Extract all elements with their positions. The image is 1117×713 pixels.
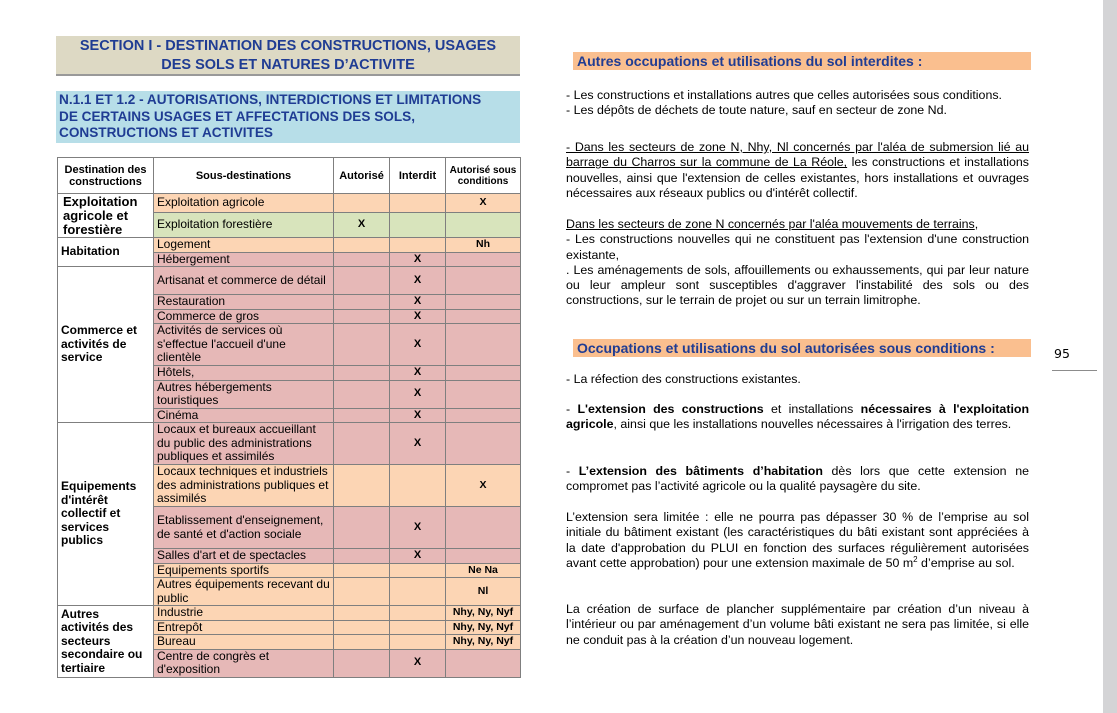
autorise-cell <box>334 507 390 549</box>
destination-cell: Habitation <box>58 238 154 267</box>
sous-destination-cell: Locaux techniques et industriels des administrations publiques et assimilés <box>154 465 334 507</box>
text-span: - <box>566 402 578 416</box>
subsection-title-line1: N.1.1 ET 1.2 - AUTORISATIONS, INTERDICTIONS ET LIMITATIONS <box>59 92 482 107</box>
extension-habitation-paragraph <box>566 464 1029 495</box>
conditions-cell: Nhy, Ny, Nyf <box>446 620 521 635</box>
interdit-cell <box>390 620 446 635</box>
header-interdit: Interdit <box>390 158 446 194</box>
autorise-cell <box>334 635 390 650</box>
text-span: - <box>566 464 579 478</box>
conditions-cell <box>446 423 521 465</box>
conditions-cell <box>446 324 521 366</box>
destination-cell: Commerce et activités de service <box>58 267 154 423</box>
sous-destination-cell: Exploitation agricole <box>154 194 334 213</box>
conditions-cell <box>446 366 521 381</box>
interdites-list <box>566 88 1029 119</box>
table-row <box>58 194 521 213</box>
conditions-cell <box>446 380 521 408</box>
table-row <box>58 423 521 465</box>
header-destination: Destination des constructions <box>58 158 154 194</box>
destinations-table <box>57 157 521 678</box>
sous-destination-cell: Autres équipements recevant du public <box>154 578 334 606</box>
sous-destination-cell: Exploitation forestière <box>154 213 334 238</box>
mouvements-condition: Dans les secteurs de zone N concernés par l'aléa mouvements de terrains <box>566 217 975 231</box>
header-autorise-sous-conditions: Autorisé sous conditions <box>446 158 521 194</box>
interdit-cell: X <box>390 295 446 310</box>
autorise-cell <box>334 620 390 635</box>
interdit-cell <box>390 213 446 238</box>
autorise-cell <box>334 309 390 324</box>
interdit-cell: X <box>390 366 446 381</box>
autorise-cell <box>334 649 390 677</box>
interdit-cell: X <box>390 252 446 267</box>
extension-agricole-paragraph <box>566 402 1029 433</box>
conditions-cell <box>446 549 521 564</box>
interdit-cell <box>390 563 446 578</box>
conditions-cell: Nl <box>446 578 521 606</box>
autorise-cell <box>334 324 390 366</box>
header-autorise: Autorisé <box>334 158 390 194</box>
conditions-cell: Nh <box>446 238 521 253</box>
autorise-cell <box>334 563 390 578</box>
subsection-title-line2: DE CERTAINS USAGES ET AFFECTATIONS DES SOLS, <box>59 108 415 124</box>
text-span: dès lors que cette extension ne compromet pas l’activité agricole ou la qualité paysagère du site. <box>566 464 1029 494</box>
sous-destination-cell: Equipements sportifs <box>154 563 334 578</box>
submersion-paragraph <box>566 140 1029 201</box>
heading-autorisees: Occupations et utilisations du sol autorisées sous conditions : <box>573 339 1031 357</box>
bold-span: nécessaires à l'exploitation agricole <box>566 402 1030 432</box>
autorise-cell <box>334 549 390 564</box>
mouvements-item: - Les constructions nouvelles qui ne constituent pas l'extension d'une construction existante, <box>566 232 1029 262</box>
interdit-cell: X <box>390 380 446 408</box>
surface-plancher-paragraph: La création de surface de plancher supplémentaire par création d’un niveau à l’intérieur ou par aménagement d’un volume bâti existant ne sera pas limitée, si elle ne conduit pas à la création d’un nouveau logement. <box>566 602 1029 647</box>
autorise-cell <box>334 465 390 507</box>
submersion-condition: - Dans les secteurs de zone N, Nhy, Nl concernés par l'aléa de submersion lié au barrage du Charros sur la commune de La Réole, <box>566 140 1029 170</box>
mouvements-paragraph <box>566 217 1029 309</box>
interdit-cell: X <box>390 267 446 295</box>
sous-destination-cell: Locaux et bureaux accueillant du public des administrations publiques et assimilés <box>154 423 334 465</box>
sous-destination-cell: Etablissement d'enseignement, de santé et d'action sociale <box>154 507 334 549</box>
sous-destination-cell: Salles d'art et de spectacles <box>154 549 334 564</box>
interdit-cell <box>390 238 446 253</box>
destination-cell: Exploitation agricole et forestière <box>58 194 154 238</box>
interdit-cell: X <box>390 507 446 549</box>
autorise-cell: X <box>334 213 390 238</box>
table-row <box>58 606 521 621</box>
bold-span: L'extension des constructions <box>577 402 764 416</box>
mouvements-item: . Les aménagements de sols, affouillements ou exhaussements, qui par leur nature ou leur ampleur sont susceptibles d'aggraver l'instabilité des sols ou des constructions, sur le terrain de projet ou sur un terrain limitrophe. <box>566 262 1029 308</box>
interdit-cell <box>390 635 446 650</box>
sous-destination-cell: Artisanat et commerce de détail <box>154 267 334 295</box>
interdit-cell <box>390 606 446 621</box>
section-title <box>56 36 520 76</box>
interdit-cell: X <box>390 549 446 564</box>
table-row <box>58 267 521 295</box>
sous-destination-cell: Cinéma <box>154 408 334 423</box>
heading-interdites: Autres occupations et utilisations du sol interdites : <box>573 52 1031 70</box>
section-title-line1: SECTION I - DESTINATION DES CONSTRUCTIONS, USAGES <box>79 38 497 54</box>
conditions-cell <box>446 252 521 267</box>
sous-destination-cell: Logement <box>154 238 334 253</box>
sous-destination-cell: Entrepôt <box>154 620 334 635</box>
conditions-cell: Nhy, Ny, Nyf <box>446 606 521 621</box>
sous-destination-cell: Hébergement <box>154 252 334 267</box>
conditions-cell <box>446 295 521 310</box>
conditions-cell <box>446 649 521 677</box>
interdit-cell: X <box>390 309 446 324</box>
interdit-cell <box>390 465 446 507</box>
page-number: 95 <box>1054 346 1070 361</box>
autorise-cell <box>334 252 390 267</box>
conditions-cell <box>446 309 521 324</box>
subsection-title <box>56 91 520 143</box>
mouvements-comma: , <box>974 217 979 231</box>
table-row <box>58 238 521 253</box>
interdit-cell: X <box>390 649 446 677</box>
interdit-cell: X <box>390 324 446 366</box>
scrollbar-track[interactable] <box>1103 0 1117 713</box>
destination-cell: Equipements d'intérêt collectif et services publics <box>58 423 154 606</box>
page-number-divider <box>1052 370 1097 371</box>
autorise-cell <box>334 578 390 606</box>
sous-destination-cell: Centre de congrès et d'exposition <box>154 649 334 677</box>
text-span: et installations <box>763 402 861 416</box>
conditions-cell <box>446 507 521 549</box>
autorise-cell <box>334 366 390 381</box>
text-span: , ainsi que les installations nouvelles nécessaires à l'irrigation des terres. <box>613 417 1012 432</box>
header-sous-destinations: Sous-destinations <box>154 158 334 194</box>
autorise-cell <box>334 267 390 295</box>
autorise-cell <box>334 295 390 310</box>
refection-paragraph: - La réfection des constructions existantes. <box>566 372 801 386</box>
conditions-cell: X <box>446 194 521 213</box>
conditions-cell <box>446 408 521 423</box>
autorise-cell <box>334 423 390 465</box>
destination-cell: Autres activités des secteurs secondaire ou tertiaire <box>58 606 154 678</box>
interdit-cell <box>390 578 446 606</box>
sous-destination-cell: Bureau <box>154 635 334 650</box>
autorise-cell <box>334 194 390 213</box>
interdit-cell <box>390 194 446 213</box>
conditions-cell: Nhy, Ny, Nyf <box>446 635 521 650</box>
interdites-item: - Les dépôts de déchets de toute nature, sauf en secteur de zone Nd. <box>566 103 947 118</box>
autorise-cell <box>334 238 390 253</box>
sous-destination-cell: Autres hébergements touristiques <box>154 380 334 408</box>
conditions-cell: X <box>446 465 521 507</box>
sous-destination-cell: Commerce de gros <box>154 309 334 324</box>
sous-destination-cell: Activités de services où s'effectue l'accueil d'une clientèle <box>154 324 334 366</box>
conditions-cell: Ne Na <box>446 563 521 578</box>
interdites-item: - Les constructions et installations autres que celles autorisées sous conditions. <box>566 88 1002 102</box>
extension-limite-paragraph <box>566 510 1029 571</box>
bold-span: L’extension des bâtiments d’habitation <box>578 464 823 478</box>
autorise-cell <box>334 408 390 423</box>
section-title-line2: DES SOLS ET NATURES D’ACTIVITE <box>161 57 415 73</box>
table-header-row <box>58 158 521 194</box>
text-span: d’emprise au sol. <box>917 555 1015 570</box>
autorise-cell <box>334 380 390 408</box>
interdit-cell: X <box>390 408 446 423</box>
interdit-cell: X <box>390 423 446 465</box>
conditions-cell <box>446 267 521 295</box>
submersion-text: les constructions et installations nouvelles, ainsi que l'extension de celles existantes, hors installations et ouvrages nécessaires aux réseaux publics ou d'intérêt collectif. <box>566 155 1029 200</box>
text-span: L’extension sera limitée : elle ne pourra pas dépasser 30 % de l’emprise au sol initiale du bâtiment existant (les caractéristiques du bâti existant sont appréciées à la date d'approbation du PLUI en fonction des surfaces régulièrement autorisées avant cette approbation) pour une extension maximale de 50 m <box>566 510 1029 570</box>
conditions-cell <box>446 213 521 238</box>
sous-destination-cell: Restauration <box>154 295 334 310</box>
subsection-title-line3: CONSTRUCTIONS ET ACTIVITES <box>59 125 273 140</box>
sous-destination-cell: Industrie <box>154 606 334 621</box>
superscript: 2 <box>913 554 918 564</box>
autorise-cell <box>334 606 390 621</box>
sous-destination-cell: Hôtels, <box>154 366 334 381</box>
